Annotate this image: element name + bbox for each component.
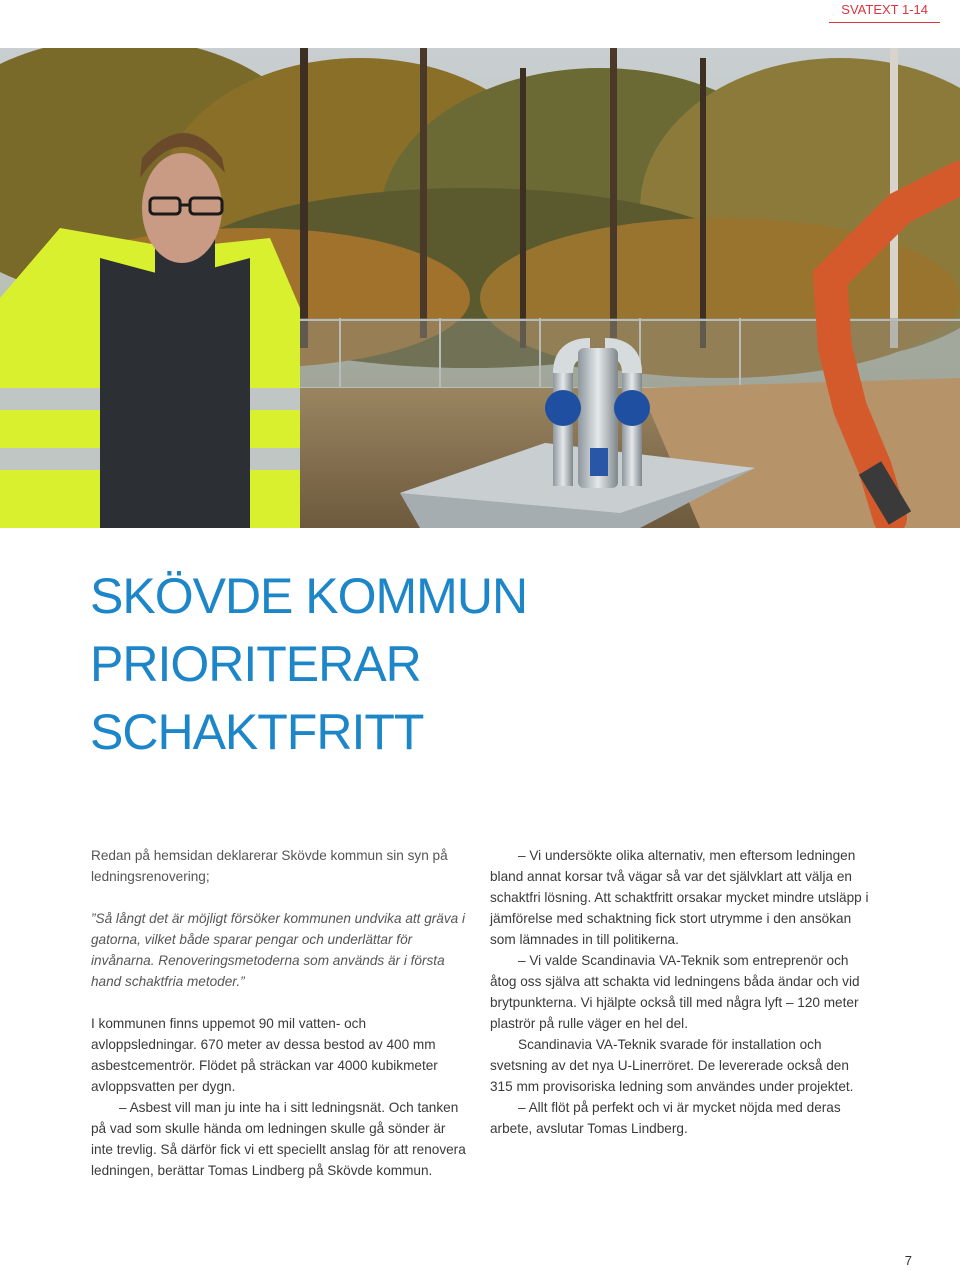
- title-line-1: SKÖVDE KOMMUN: [90, 568, 528, 624]
- title-line-3: SCHAKTFRITT: [90, 704, 424, 760]
- body-paragraph: I kommunen finns uppemot 90 mil vatten- och avloppsledningar. 670 meter av dessa bestod av 400 mm asbestcementrör. Flödet på sträckan var 4000 kubikmeter avloppsvatten per dygn.: [91, 1016, 438, 1094]
- body-column-right: [490, 845, 870, 1139]
- body-paragraph: – Vi valde Scandinavia VA-Teknik som entreprenör och åtog oss själva att schakta vid ledningens båda ändar och vid brytpunkterna. Vi hjälpte också till med några lyft – 120 meter plaströr på rulle väger en hel del.: [490, 953, 860, 1031]
- body-paragraph: Scandinavia VA-Teknik svarade för installation och svetsning av det nya U-Linerröret. De levererade också den 315 mm provisoriska ledning som användes under projektet.: [490, 1037, 854, 1094]
- body-paragraph: – Vi undersökte olika alternativ, men eftersom ledningen bland annat korsar två vägar så var det självklart att välja en schaktfri lösning. Att schaktfritt orsakar mycket mindre utsläpp i jämförelse med schaktning fick stort utrymme i den ansökan som lämnades in till politikerna.: [490, 848, 869, 947]
- website-quote: ”Så långt det är möjligt försöker kommunen undvika att gräva i gatorna, vilket både sparar pengar och underlättar för invånarna. Renoveringsmetoderna som används är i första hand schaktfria metoder.”: [91, 911, 466, 989]
- body-paragraph: – Allt flöt på perfekt och vi är mycket nöjda med deras arbete, avslutar Tomas Lindberg.: [490, 1100, 841, 1136]
- body-paragraph: – Asbest vill man ju inte ha i sitt ledningsnät. Och tanken på vad som skulle hända om ledningen skulle gå sönder är inte trevlig. Så därför fick vi ett speciellt anslag för att renovera ledningen, berättar Tomas Lindberg på Skövde kommun.: [91, 1100, 466, 1178]
- body-column-left: [91, 845, 471, 1181]
- hero-photo: [0, 48, 960, 528]
- intro-paragraph: Redan på hemsidan deklarerar Skövde kommun sin syn på ledningsrenovering;: [91, 848, 448, 884]
- page-number: 7: [904, 1253, 912, 1268]
- section-tag: SVATEXT 1-14: [829, 0, 940, 23]
- title-line-2: PRIORITERAR: [90, 636, 421, 692]
- article-title: [90, 562, 527, 766]
